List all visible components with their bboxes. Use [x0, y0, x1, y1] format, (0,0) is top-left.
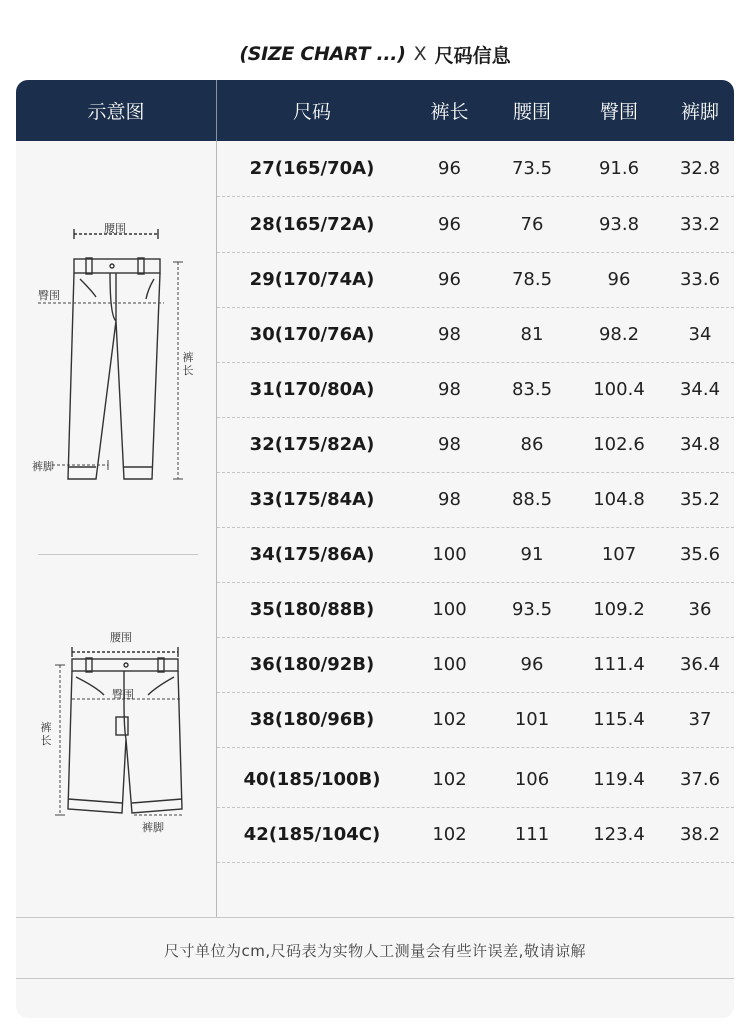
cell-size: 31(170/80A) [249, 379, 375, 400]
cell-length: 98 [438, 434, 461, 455]
cell-size: 34(175/86A) [249, 544, 375, 565]
table-row [217, 197, 734, 253]
cell-size: 40(185/100B) [243, 769, 381, 790]
header-waist: 腰围 [512, 101, 551, 123]
title-separator: X [413, 43, 427, 65]
footer-divider-bottom [16, 978, 734, 979]
header-length: 裤长 [430, 101, 469, 123]
cell-hem: 38.2 [679, 824, 721, 845]
cell-size: 33(175/84A) [249, 489, 375, 510]
cell-hip: 98.2 [598, 324, 640, 345]
cell-hem: 37 [688, 709, 712, 730]
cell-hip: 109.2 [593, 599, 645, 620]
cell-length: 100 [432, 544, 467, 565]
cell-size: 42(185/104C) [243, 824, 381, 845]
cell-hem: 34 [688, 324, 712, 345]
diagram-hem-label: 裤脚 [32, 460, 54, 473]
table-row [217, 362, 734, 418]
cell-hem: 34.8 [679, 434, 721, 455]
table-row [217, 582, 734, 638]
cell-hip: 100.4 [593, 379, 645, 400]
long-pants-diagram-icon [16, 141, 216, 551]
table-row [217, 807, 734, 863]
cell-hem: 35.2 [679, 489, 721, 510]
table-row [217, 472, 734, 528]
cell-waist: 78.5 [511, 269, 553, 290]
diagram-length-label: 裤长 [182, 351, 194, 377]
cell-hip: 123.4 [593, 824, 645, 845]
cell-hip: 93.8 [598, 214, 640, 235]
header-hem: 裤脚 [680, 101, 719, 123]
title-chinese: 尺码信息 [434, 44, 511, 67]
cell-size: 29(170/74A) [249, 269, 375, 290]
cell-length: 98 [438, 489, 461, 510]
cell-waist: 73.5 [511, 158, 553, 179]
cell-hip: 104.8 [593, 489, 645, 510]
header-diagram: 示意图 [87, 101, 145, 123]
cell-size: 30(170/76A) [249, 324, 375, 345]
cell-hem: 33.2 [679, 214, 721, 235]
header-size: 尺码 [292, 101, 331, 123]
shorts-hip-label: 臀围 [112, 688, 134, 701]
cell-waist: 111 [514, 824, 550, 845]
cell-length: 98 [438, 379, 461, 400]
cell-waist: 83.5 [511, 379, 553, 400]
table-header [16, 80, 734, 141]
cell-hip: 107 [601, 544, 637, 565]
page-title [0, 36, 750, 72]
cell-length: 96 [438, 269, 461, 290]
cell-waist: 106 [514, 769, 550, 790]
cell-length: 100 [432, 599, 467, 620]
table-row [217, 417, 734, 473]
size-chart-card [16, 80, 734, 1018]
cell-hem: 34.4 [679, 379, 721, 400]
title-english: (SIZE CHART ...) [239, 43, 406, 65]
cell-hip: 115.4 [593, 709, 645, 730]
cell-size: 28(165/72A) [249, 214, 375, 235]
diagram-divider [38, 554, 198, 555]
shorts-diagram-icon [16, 629, 216, 839]
cell-waist: 76 [520, 214, 544, 235]
cell-length: 96 [438, 158, 461, 179]
cell-size: 38(180/96B) [249, 709, 375, 730]
cell-length: 96 [438, 214, 461, 235]
table-row [217, 527, 734, 583]
footer-divider [16, 917, 734, 918]
cell-hem: 36 [688, 599, 712, 620]
cell-hem: 35.6 [679, 544, 721, 565]
cell-waist: 93.5 [511, 599, 553, 620]
cell-waist: 96 [520, 654, 544, 675]
shorts-hem-label: 裤脚 [142, 821, 164, 834]
cell-size: 35(180/88B) [249, 599, 375, 620]
cell-hip: 102.6 [593, 434, 645, 455]
cell-hem: 33.6 [679, 269, 721, 290]
cell-hem: 32.8 [679, 158, 721, 179]
cell-size: 36(180/92B) [249, 654, 375, 675]
cell-waist: 91 [520, 544, 544, 565]
measurement-note: 尺寸单位为cm,尺码表为实物人工测量会有些许误差,敬请谅解 [164, 941, 586, 960]
diagram-hip-label: 臀围 [38, 289, 60, 302]
header-hip: 臀围 [599, 101, 638, 123]
cell-size: 32(175/82A) [249, 434, 375, 455]
table-row [217, 692, 734, 748]
table-row [217, 752, 734, 808]
cell-waist: 88.5 [511, 489, 553, 510]
cell-length: 102 [432, 709, 467, 730]
table-row [217, 252, 734, 308]
cell-hip: 91.6 [598, 158, 640, 179]
table-row [217, 637, 734, 693]
table-row [217, 141, 734, 197]
shorts-waist-label: 腰围 [110, 631, 132, 644]
cell-length: 102 [432, 769, 467, 790]
cell-hip: 119.4 [593, 769, 645, 790]
cell-hip: 96 [607, 269, 631, 290]
cell-waist: 101 [514, 709, 550, 730]
cell-length: 98 [438, 324, 461, 345]
cell-length: 102 [432, 824, 467, 845]
cell-waist: 86 [520, 434, 544, 455]
table-row [217, 307, 734, 363]
cell-hem: 36.4 [679, 654, 721, 675]
cell-length: 100 [432, 654, 467, 675]
cell-waist: 81 [520, 324, 544, 345]
diagram-waist-label: 腰围 [104, 222, 126, 235]
cell-hem: 37.6 [679, 769, 721, 790]
cell-hip: 111.4 [593, 654, 645, 675]
cell-size: 27(165/70A) [249, 158, 375, 179]
shorts-length-label: 裤长 [40, 721, 52, 747]
